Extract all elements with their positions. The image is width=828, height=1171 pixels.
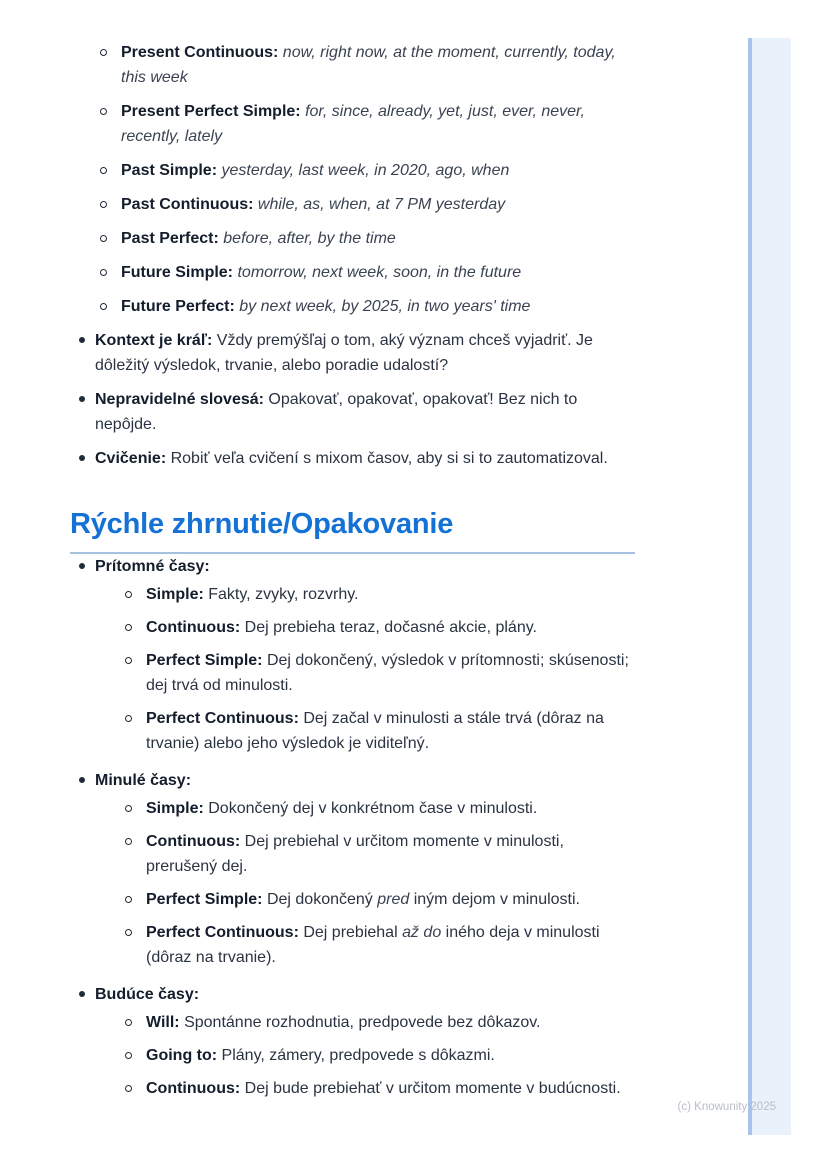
- bullet-circle-icon: [125, 657, 132, 664]
- bullet-circle-icon: [100, 108, 107, 115]
- item-label: Will:: [146, 1014, 180, 1031]
- list-item: [95, 920, 635, 970]
- list-item: [95, 582, 635, 607]
- bullet-circle-icon: [125, 805, 132, 812]
- bullet-circle-icon: [100, 269, 107, 276]
- list-item-text: [121, 264, 521, 281]
- bullet-disc-icon: [79, 991, 85, 997]
- list-item-text: Perfect Simple: Dej dokončený, výsledok v prítomnosti; skúsenosti; dej trvá od minulosti.: [146, 652, 629, 694]
- document-content: [70, 40, 635, 1113]
- item-label: Cvičenie:: [95, 450, 167, 467]
- list-item-text: [95, 772, 191, 789]
- summary-sublist: [95, 796, 635, 970]
- bullet-circle-icon: [125, 838, 132, 845]
- item-detail-italic: while, as, when, at 7 PM yesterday: [257, 196, 506, 213]
- item-label: Future Simple:: [121, 264, 234, 281]
- item-detail-italic: by next week, by 2025, in two years' time: [239, 298, 531, 315]
- item-label: Nepravidelné slovesá:: [95, 391, 264, 408]
- bullet-circle-icon: [100, 167, 107, 174]
- bullet-circle-icon: [125, 1085, 132, 1092]
- bullet-circle-icon: [125, 715, 132, 722]
- bullet-circle-icon: [125, 896, 132, 903]
- list-item: [95, 796, 635, 821]
- list-item-text: [95, 558, 210, 575]
- summary-list: [70, 554, 635, 1101]
- list-item-text: [121, 44, 616, 86]
- item-detail-italic: before, after, by the time: [223, 230, 396, 247]
- list-item-text: Simple: Fakty, zvyky, rozvrhy.: [146, 586, 359, 603]
- list-item: [95, 648, 635, 698]
- item-label: Simple:: [146, 586, 204, 603]
- list-item-text: Kontext je kráľ: Vždy premýšľaj o tom, aký význam chceš vyjadriť. Je dôležitý výsledok, trvanie, alebo poradie udalostí?: [95, 332, 593, 374]
- item-emphasis: až do: [402, 924, 442, 941]
- item-label: Budúce časy:: [95, 986, 200, 1003]
- list-item-text: Perfect Continuous: Dej prebiehal až do iného deja v minulosti (dôraz na trvanie).: [146, 924, 600, 966]
- item-label: Perfect Continuous:: [146, 710, 299, 727]
- list-item-text: Going to: Plány, zámery, predpovede s dôkazmi.: [146, 1047, 495, 1064]
- bullet-disc-icon: [79, 396, 85, 402]
- list-item-text: Continuous: Dej bude prebiehať v určitom momente v budúcnosti.: [146, 1080, 621, 1097]
- list-item: [70, 446, 635, 471]
- list-item-text: Cvičenie: Robiť veľa cvičení s mixom časov, aby si si to zautomatizoval.: [95, 450, 608, 467]
- list-item: [70, 387, 635, 437]
- item-label: Perfect Simple:: [146, 891, 263, 908]
- item-label: Continuous:: [146, 833, 241, 850]
- list-item: [70, 226, 635, 251]
- item-label: Past Simple:: [121, 162, 218, 179]
- item-label: Continuous:: [146, 1080, 241, 1097]
- item-label: Minulé časy:: [95, 772, 192, 789]
- list-item-text: [121, 103, 585, 145]
- bullet-disc-icon: [79, 337, 85, 343]
- list-item-text: Perfect Simple: Dej dokončený pred iným dejom v minulosti.: [146, 891, 580, 908]
- item-emphasis: pred: [377, 891, 410, 908]
- section-title: Rýchle zhrnutie/Opakovanie: [70, 508, 454, 540]
- item-detail-italic: yesterday, last week, in 2020, ago, when: [221, 162, 510, 179]
- list-item-text: Simple: Dokončený dej v konkrétnom čase v minulosti.: [146, 800, 538, 817]
- list-item: [95, 615, 635, 640]
- list-item: [70, 40, 635, 90]
- list-item: [95, 829, 635, 879]
- bullet-circle-icon: [125, 591, 132, 598]
- list-item: [70, 768, 635, 970]
- bullet-circle-icon: [100, 303, 107, 310]
- list-item: [95, 887, 635, 912]
- time-markers-list: [70, 40, 635, 319]
- tips-list: [70, 328, 635, 471]
- list-item-text: [95, 986, 199, 1003]
- item-detail-italic: tomorrow, next week, soon, in the future: [237, 264, 522, 281]
- bullet-disc-icon: [79, 777, 85, 783]
- bullet-circle-icon: [100, 201, 107, 208]
- bullet-circle-icon: [125, 624, 132, 631]
- summary-sublist: [95, 1010, 635, 1101]
- bullet-circle-icon: [125, 1052, 132, 1059]
- bullet-disc-icon: [79, 563, 85, 569]
- item-label: Continuous:: [146, 619, 241, 636]
- item-label: Prítomné časy:: [95, 558, 210, 575]
- list-item: [70, 328, 635, 378]
- list-item: [95, 1076, 635, 1101]
- item-label: Present Perfect Simple:: [121, 103, 301, 120]
- item-label: Past Continuous:: [121, 196, 254, 213]
- item-label: Simple:: [146, 800, 204, 817]
- bullet-circle-icon: [100, 49, 107, 56]
- list-item-text: [121, 196, 505, 213]
- list-item: [70, 99, 635, 149]
- item-detail-italic: now, right now, at the moment, currently, today, this week: [121, 44, 616, 86]
- bullet-circle-icon: [100, 235, 107, 242]
- list-item: [70, 260, 635, 285]
- item-label: Present Continuous:: [121, 44, 279, 61]
- list-item: [95, 1010, 635, 1035]
- list-item: [95, 1043, 635, 1068]
- item-label: Going to:: [146, 1047, 218, 1064]
- page-edge-decoration: [748, 38, 791, 1135]
- summary-sublist: [95, 582, 635, 756]
- list-item: [70, 192, 635, 217]
- item-label: Perfect Continuous:: [146, 924, 299, 941]
- list-item: [70, 158, 635, 183]
- list-item-text: Will: Spontánne rozhodnutia, predpovede bez dôkazov.: [146, 1014, 541, 1031]
- list-item: [95, 706, 635, 756]
- watermark: (c) Knowunity 2025: [677, 1101, 776, 1113]
- list-item: [70, 294, 635, 319]
- list-item: [70, 982, 635, 1101]
- list-item-text: Perfect Continuous: Dej začal v minulosti a stále trvá (dôraz na trvanie) alebo jeho výsledok je viditeľný.: [146, 710, 604, 752]
- list-item-text: [121, 298, 530, 315]
- bullet-circle-icon: [125, 1019, 132, 1026]
- list-item: [70, 554, 635, 756]
- item-detail-italic: for, since, already, yet, just, ever, never, recently, lately: [121, 103, 585, 145]
- list-item-text: Continuous: Dej prebiehal v určitom momente v minulosti, prerušený dej.: [146, 833, 564, 875]
- list-item-text: Nepravidelné slovesá: Opakovať, opakovať, opakovať! Bez nich to nepôjde.: [95, 391, 578, 433]
- item-label: Kontext je kráľ:: [95, 332, 213, 349]
- bullet-circle-icon: [125, 929, 132, 936]
- list-item-text: [121, 230, 396, 247]
- item-label: Perfect Simple:: [146, 652, 263, 669]
- list-item-text: [121, 162, 509, 179]
- item-label: Future Perfect:: [121, 298, 235, 315]
- bullet-disc-icon: [79, 455, 85, 461]
- item-label: Past Perfect:: [121, 230, 219, 247]
- list-item-text: Continuous: Dej prebieha teraz, dočasné akcie, plány.: [146, 619, 537, 636]
